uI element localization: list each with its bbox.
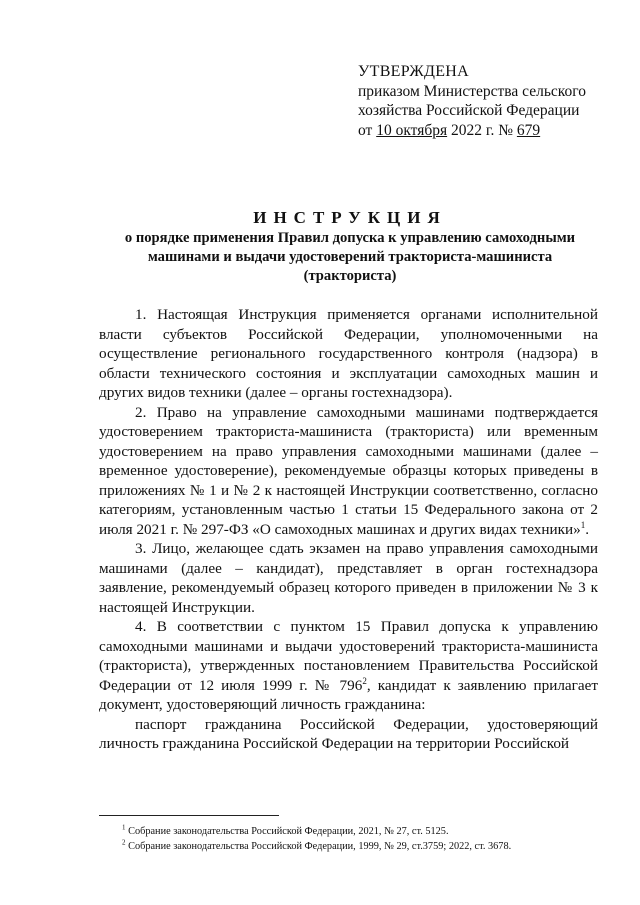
approval-date-line — [358, 121, 618, 141]
footnote-divider — [99, 815, 279, 816]
footnotes — [122, 825, 602, 854]
document-subtitle-line-2: машинами и выдачи удостоверений тракториста-машиниста — [147, 249, 553, 265]
document-subtitle-line-1: о порядке применения Правил допуска к управлению самоходными — [124, 230, 576, 246]
footnote-2-mark: 2 — [122, 838, 126, 847]
approval-date: 10 октября — [376, 121, 448, 139]
paragraph-4-text-a: 4. В соответствии с пунктом 15 Правил допуска к управлению самоходными машинами и выдачи удостоверений тракториста-машиниста (тракториста), утвержденных постановлением Правительства Российской Федерации от 12 июля 1999 г. № 796 — [99, 618, 598, 694]
footnote-2-text: Собрание законодательства Российской Федерации, 1999, № 29, ст.3759; 2022, ст. 3678. — [128, 840, 512, 852]
paragraph-2 — [99, 403, 598, 540]
paragraph-1: 1. Настоящая Инструкция применяется органами исполнительной власти субъектов Российской Федерации, уполномоченными на осуществление регионального государственного контроля (надзора) в области технического состояния и эксплуатации самоходных машин и других видов техники (далее – органы гостехнадзора). — [99, 306, 598, 401]
footnote-ref-2: 2 — [362, 675, 367, 686]
footnote-1-mark: 1 — [122, 823, 126, 832]
approval-stamp — [358, 62, 618, 140]
document-heading — [100, 207, 600, 286]
paragraph-5: паспорт гражданина Российской Федерации, удостоверяющий личность гражданина Российской Федерации на территории Российской — [99, 715, 598, 752]
document-subtitle-line-3: (тракториста) — [303, 268, 397, 284]
approval-label: УТВЕРЖДЕНА — [358, 63, 470, 80]
approval-date-suffix: 2022 г. № — [451, 121, 514, 139]
approval-number: 679 — [516, 121, 541, 139]
paragraph-2-end: . — [585, 520, 590, 538]
paragraph-2-text: 2. Право на управление самоходными машинами подтверждается удостоверением тракториста-машиниста (тракториста) или временным удостоверением на право управления самоходными машинами (далее – временное удостоверение), рекомендуемые образцы которых приведены в приложениях № 1 и № 2 к настоящей Инструкции соответственно, согласно категориям, установленным частью 1 статьи 15 Федерального закона от 2 июля 2021 г. № 297-ФЗ «О самоходных машинах и других видах техники» — [99, 403, 598, 538]
approval-line-1: приказом Министерства сельского — [358, 82, 587, 100]
document-title: ИНСТРУКЦИЯ — [253, 208, 447, 227]
footnote-ref-1: 1 — [580, 519, 586, 530]
footnote-2 — [122, 840, 602, 855]
paragraph-4-text-b: , кандидат к заявлению прилагает документ, удостоверяющий личность гражданина: — [99, 676, 598, 713]
paragraph-4 — [99, 617, 598, 715]
footnote-1-text: Собрание законодательства Российской Федерации, 2021, № 27, ст. 5125. — [128, 826, 449, 837]
paragraph-3: 3. Лицо, желающее сдать экзамен на право управления самоходными машинами (далее – кандидат), представляет в орган гостехнадзора заявление, рекомендуемый образец которого приведен в приложении № 3 к настоящей Инструкции. — [99, 540, 598, 616]
approval-line-2: хозяйства Российской Федерации — [358, 102, 580, 119]
footnote-1 — [122, 825, 602, 840]
document-body — [99, 305, 598, 754]
approval-date-prefix: от — [358, 121, 373, 139]
